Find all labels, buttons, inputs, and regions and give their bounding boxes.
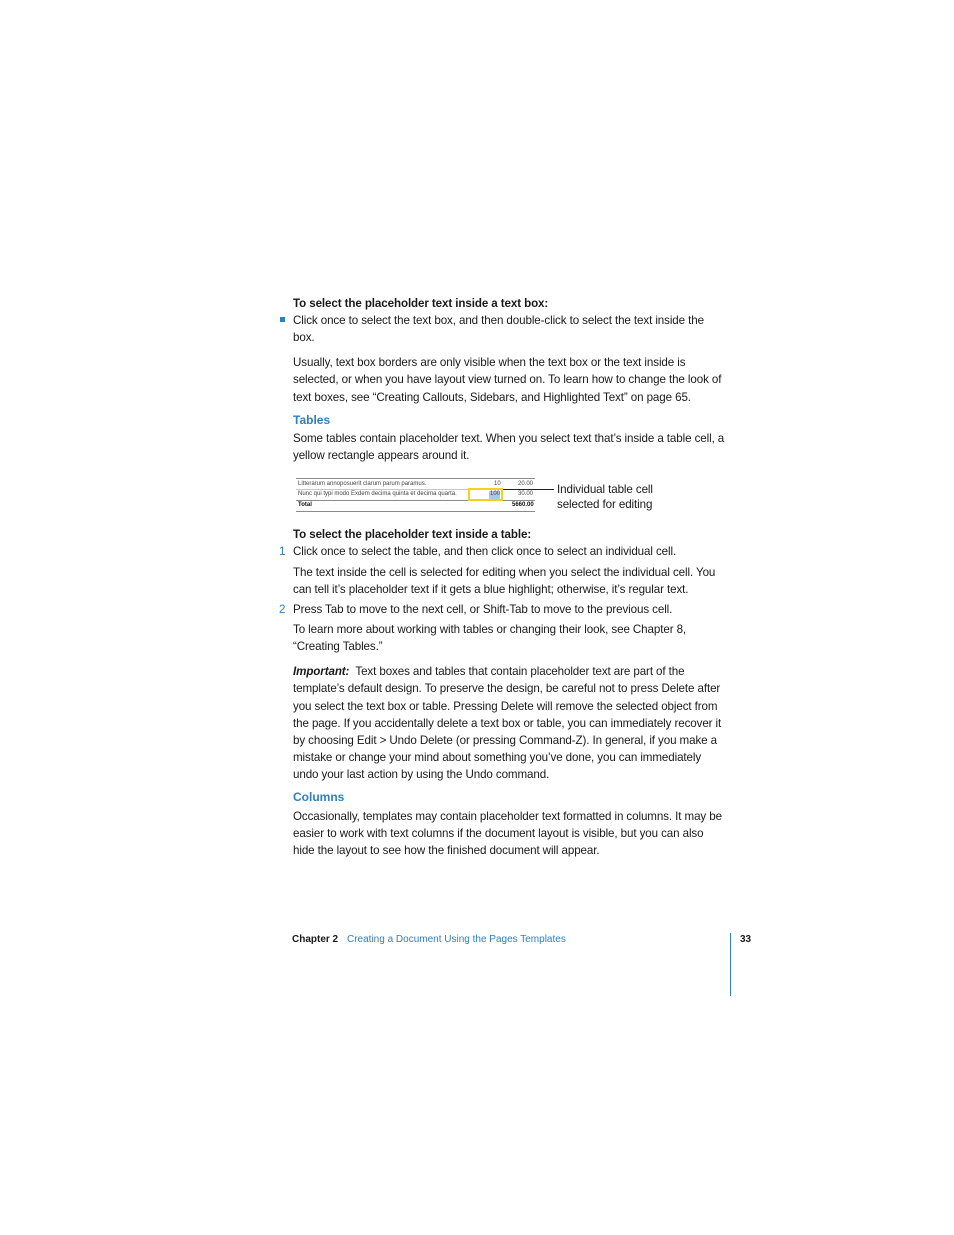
columns-line-1: Occasionally, templates may contain placeholder text formatted in columns. It may be xyxy=(293,810,722,823)
table-total-label: Total xyxy=(298,502,312,508)
table-row-1-amount: 20.00 xyxy=(518,481,534,487)
textbox-paragraph-line-3: text boxes, see “Creating Callouts, Sidebars, and Highlighted Text” on page 65. xyxy=(293,391,691,404)
tables-intro-line-1: Some tables contain placeholder text. When you select text that’s inside a table cell, a xyxy=(293,432,725,445)
step-2-number: 2 xyxy=(279,603,286,616)
footer-chapter-label: Chapter 2 xyxy=(292,934,339,945)
important-line-5: by choosing Edit > Undo Delete (or pressing Command-Z). In general, if you make a xyxy=(293,734,717,747)
table-top-rule xyxy=(296,478,535,479)
important-line-1-text: Text boxes and tables that contain placeholder text are part of the xyxy=(355,665,685,678)
important-line-3: you select the text box or table. Pressing Delete will remove the selected object from xyxy=(293,700,718,713)
more-line-1: To learn more about working with tables or changing their look, see Chapter 8, xyxy=(293,623,687,636)
textbox-paragraph-line-1: Usually, text box borders are only visible when the text box or the text inside is xyxy=(293,356,686,369)
bullet-square-icon xyxy=(280,317,285,322)
tables-intro-line-2: yellow rectangle appears around it. xyxy=(293,449,470,462)
columns-heading: Columns xyxy=(293,790,345,804)
footer-vertical-rule xyxy=(730,933,731,996)
step-1-note-line-1: The text inside the cell is selected for editing when you select the individual cell. You xyxy=(293,566,716,579)
page-number: 33 xyxy=(740,934,752,945)
textbox-procedure-heading: To select the placeholder text inside a text box: xyxy=(293,297,549,310)
table-total-amount: 5660.00 xyxy=(512,502,534,508)
table-bottom-rule xyxy=(296,511,535,512)
callout-line-1: Individual table cell xyxy=(557,483,653,496)
columns-line-3: hide the layout to see how the finished document will appear. xyxy=(293,844,600,857)
tables-heading: Tables xyxy=(293,413,331,427)
table-row-2-qty: 100 xyxy=(490,491,501,497)
table-row-1-qty: 10 xyxy=(494,481,501,487)
step-1-number: 1 xyxy=(279,545,286,558)
important-line-2: template’s default design. To preserve the design, be careful not to press Delete after xyxy=(293,682,721,695)
columns-line-2: easier to work with text columns if the document layout is visible, but you can also xyxy=(293,827,704,840)
important-label: Important: xyxy=(293,665,350,678)
important-line-6: mistake or change your mind about something you’ve done, you can immediately xyxy=(293,751,702,764)
textbox-bullet-line-1: Click once to select the text box, and then double-click to select the text inside the xyxy=(293,314,704,327)
selected-cell-box[interactable] xyxy=(468,488,503,501)
more-line-2: “Creating Tables.” xyxy=(293,640,383,653)
important-line-7: undo your last action by using the Undo command. xyxy=(293,768,550,781)
callout-line-2: selected for editing xyxy=(557,498,653,511)
important-line-1 xyxy=(293,663,684,680)
table-procedure-heading: To select the placeholder text inside a table: xyxy=(293,528,532,541)
important-line-4: the page. If you accidentally delete a text box or table, you can immediately recover it xyxy=(293,717,722,730)
table-row-2-amount: 30.00 xyxy=(518,491,534,497)
textbox-bullet-line-2: box. xyxy=(293,331,315,344)
step-1-note-line-2: can tell it’s placeholder text if it gets a blue highlight; otherwise, it’s regular text. xyxy=(293,583,689,596)
step-1-text: Click once to select the table, and then click once to select an individual cell. xyxy=(293,545,677,558)
table-row-2-text: Nunc qui typi modo Exdem decima quinta et decima quarta. xyxy=(298,491,457,497)
table-row-1-text: Litterarum annoposuerit clarum parum paramus. xyxy=(298,481,427,487)
textbox-paragraph-line-2: selected, or when you have layout view turned on. To learn how to change the look of xyxy=(293,373,722,386)
step-2-text: Press Tab to move to the next cell, or Shift-Tab to move to the previous cell. xyxy=(293,603,673,616)
callout-leader-line xyxy=(503,489,554,490)
footer-chapter-title[interactable]: Creating a Document Using the Pages Templates xyxy=(347,934,566,945)
